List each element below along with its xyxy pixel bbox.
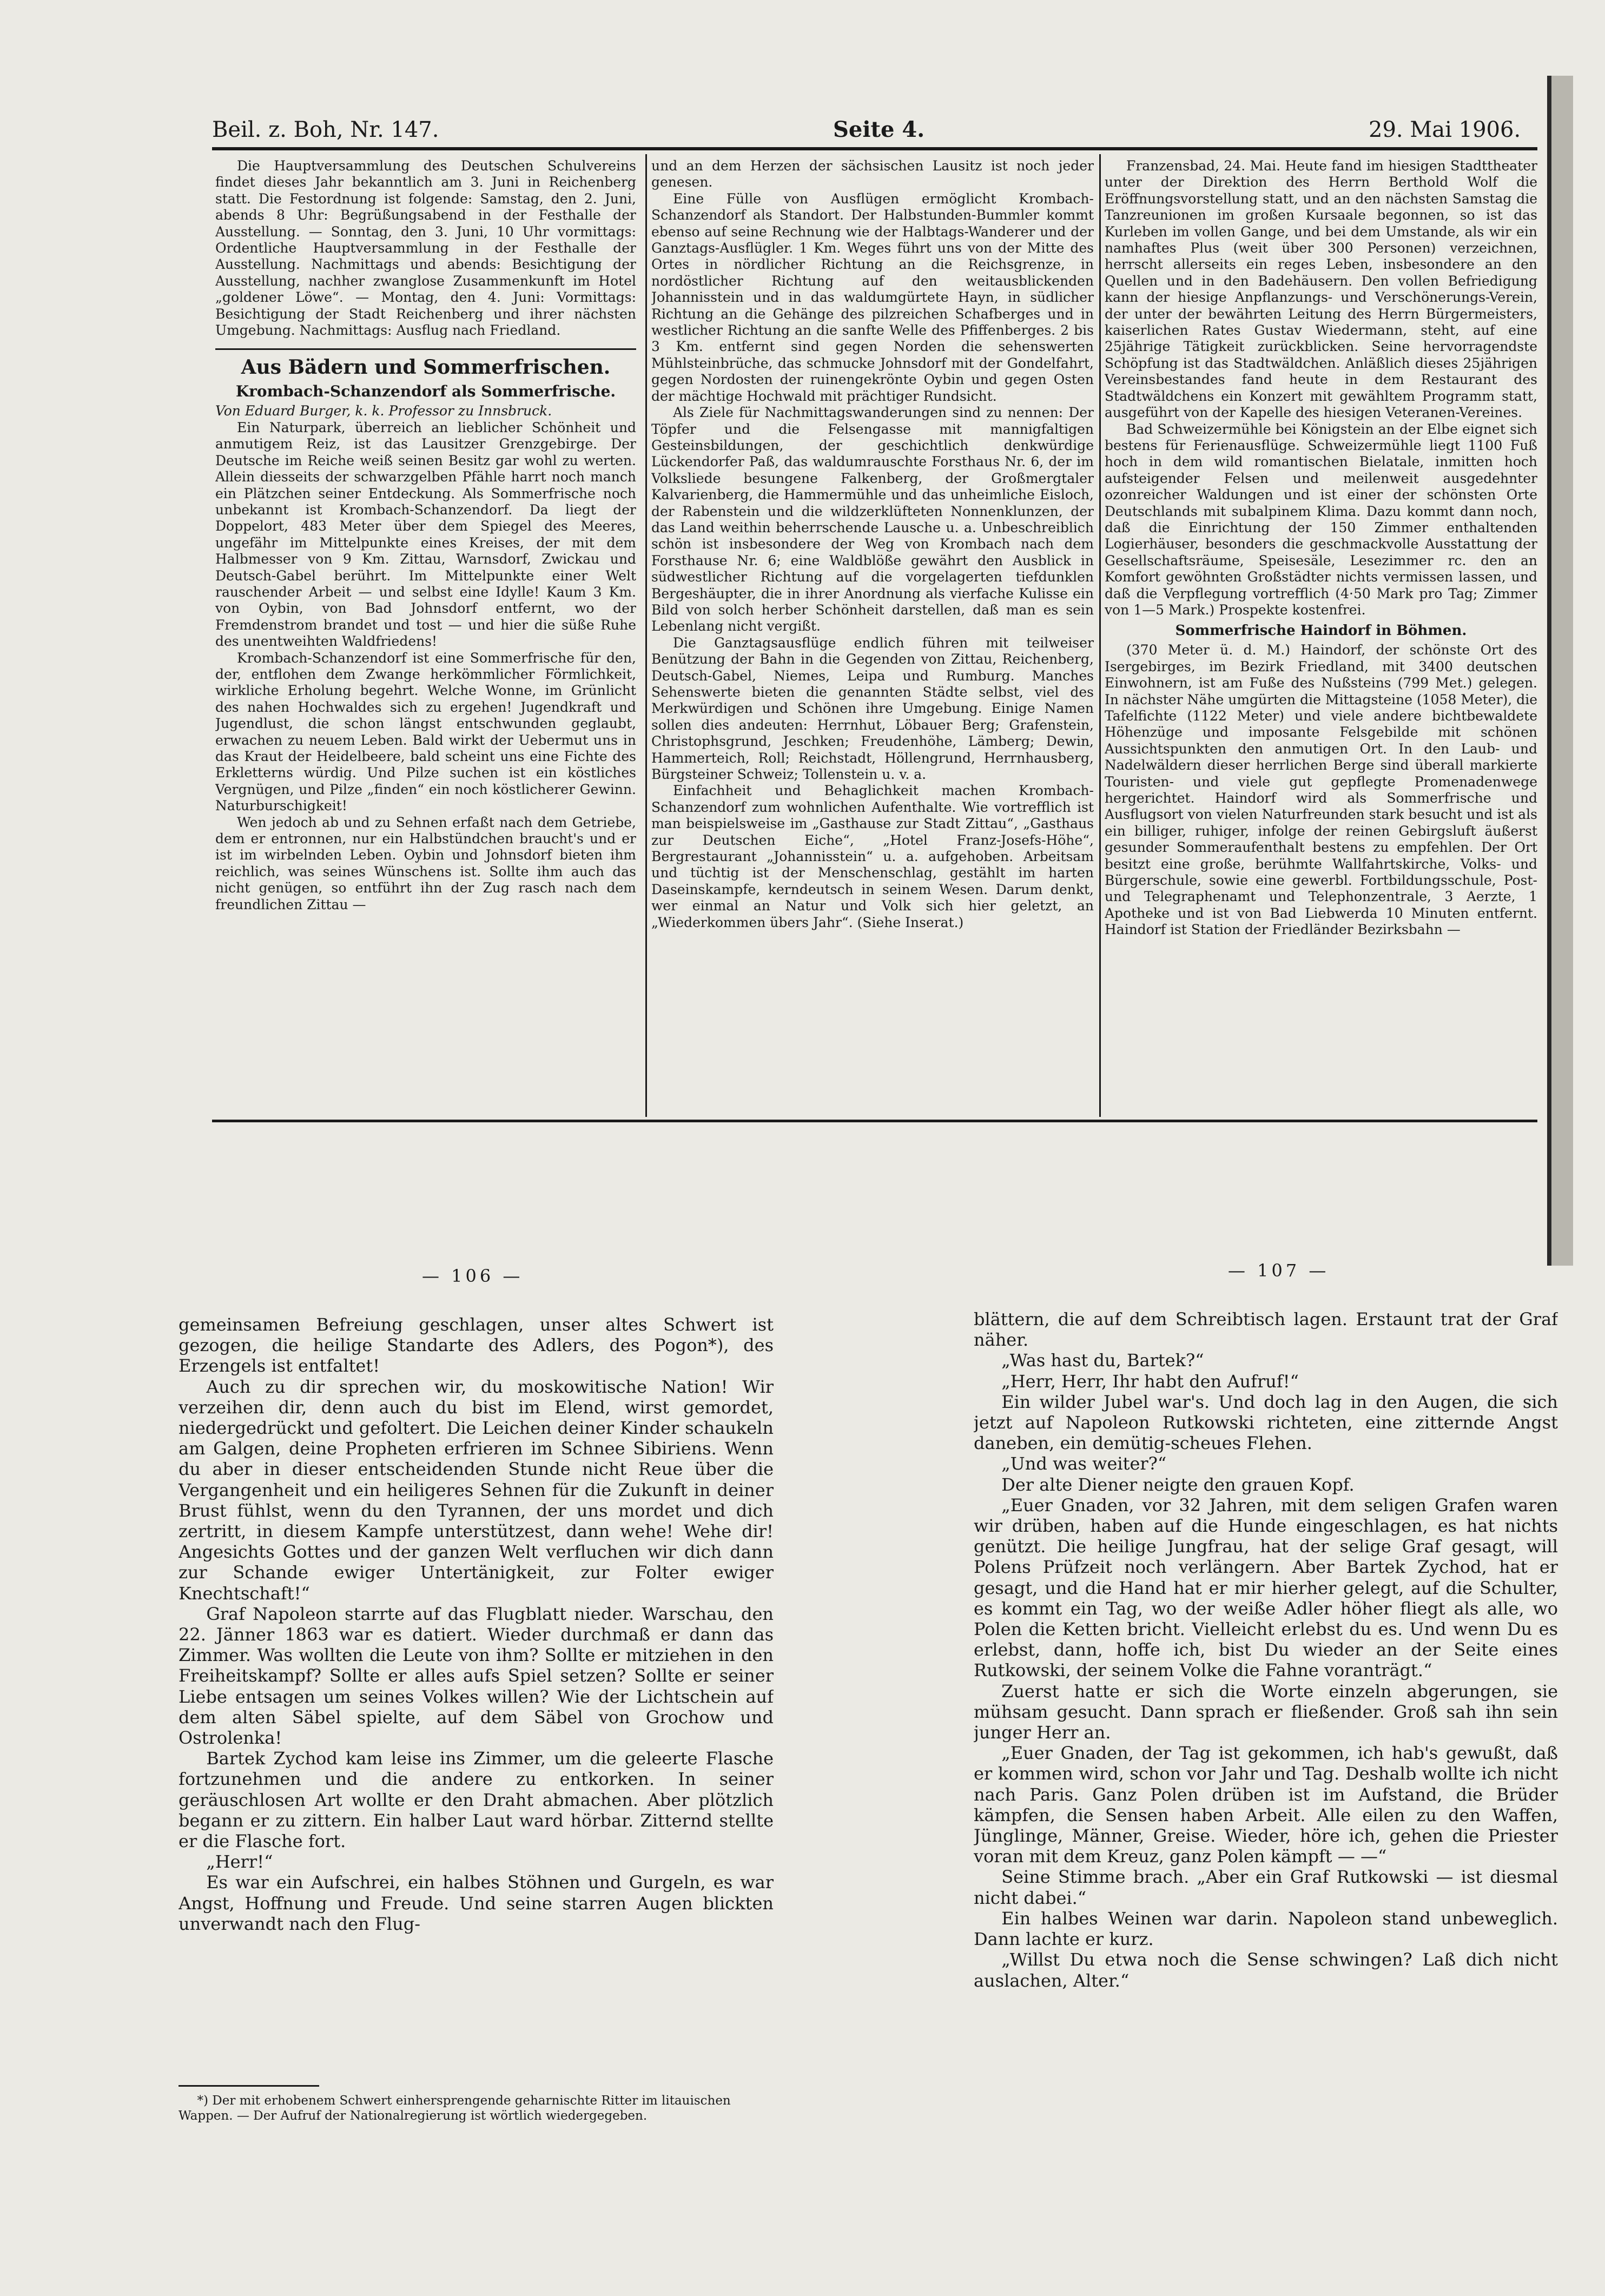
article-title: Krombach-Schanzendorf als Sommerfrische. <box>235 382 616 401</box>
column-1 <box>215 158 636 1121</box>
novel-paragraph: „Euer Gnaden, vor 32 Jahren, mit dem seligen Grafen waren wir drüben, haben auf die Hunde eingeschlagen, es hat nichts genützt. Die heilige Jungfrau, hat der selige Graf gesagt, will Polens Prüfzeit noch verlängern. Aber Bartek Zychod, hat er gesagt, und die Hand hat er mir hierher gelegt, auf die Schulter, es kommt ein Tag, wo der weiße Adler höher fliegt als alle, wo Polen die Ketten bricht. Vielleicht erlebst du es. Und wenn Du es erlebst, dann, hoffe ich, bist Du wieder an der Seite eines Rutkowski, der seinem Volke die Fahne voranträgt.“ <box>974 1494 1558 1681</box>
lower-left-page <box>179 1314 774 2074</box>
article-paragraph: Ein Naturpark, überreich an lieblicher Schönheit und anmutigem Reiz, ist das Lausitzer Grenzgebirge. Der Deutsche im Reiche weiß seinen Besitz gar wohl zu werten. Allein diesseits der schwarzgelben Pfähle harrt noch manch ein Plätzchen seiner Entdeckung. Als Sommerfrische noch unbekannt ist Krombach-Schanzendorf. Da liegt der Doppelort, 483 Meter über dem Spiegel des Meeres, ungefähr im Mittelpunkte eines Kreises, der mit dem Halbmesser von 9 Km. Zittau, Warnsdorf, Zwickau und Deutsch-Gabel berührt. Im Mittelpunkte einer Welt rauschender Arbeit — und selbst eine Idylle! Kaum 3 Km. von Oybin, von Bad Johnsdorf entfernt, wo der Fremdenstrom brandet und tost — und hier die süße Ruhe des unentweihten Waldfriedens! <box>215 419 636 650</box>
novel-paragraph: „Herr!“ <box>206 1851 273 1872</box>
article-paragraph: Einfachheit und Behaglichkeit machen Krombach-Schanzendorf zum wohnlichen Aufenthalte. Wie vortrefflich ist man beispielsweise im „Gasthause zur Stadt Zittau“, „Gasthaus zur Deutschen Eiche“, „Hotel Franz-Josefs-Höhe“, Bergrestaurant „Johannisstein“ u. a. aufgehoben. Arbeitsam und tüchtig ist der Menschenschlag, gestählt im harten Daseinskampfe, kerndeutsch in seinem Wesen. Darum denkt, wer einmal an Natur und Volk sich hier geletzt, an „Wiederkommen übers Jahr“. (Siehe Inserat.) <box>651 783 1094 930</box>
novel-paragraph: blättern, die auf dem Schreibtisch lagen. Erstaunt trat der Graf näher. <box>974 1309 1558 1351</box>
novel-paragraph: „Was hast du, Bartek?“ <box>1001 1350 1204 1371</box>
novel-paragraph: Graf Napoleon starrte auf das Flugblatt nieder. Warschau, den 22. Jänner 1863 war es datiert. Wieder durchmaß er dann das Zimmer. Was wollten die Leute von ihm? Sollte er mitziehen in den Freiheitskampf? Sollte er alles aufs Spiel setzen? Sollte er seiner Liebe entsagen um seines Volkes willen? Wie der Lichtschein auf dem alten Säbel spielte, auf dem Säbel von Grochow und Ostrolenka! <box>179 1603 774 1749</box>
novel-paragraph: Auch zu dir sprechen wir, du moskowitische Nation! Wir verzeihen dir, denn auch du bist im Elend, wirst gemordet, niedergedrückt und gefoltert. Die Leichen deiner Kinder schaukeln am Galgen, deine Propheten erfrieren im Schnee Sibiriens. Wenn du aber in dieser entscheidenden Stunde nicht Reue über die Vergangenheit und ein heiligeres Sehnen für die Zukunft in deiner Brust fühlst, wenn du den Tyrannen, der uns mordet und dich zertritt, in diesem Kampfe unterstützest, dann wehe! Wehe dir! Angesichts Gottes und der ganzen Welt verfluchen wir dich dann zur Schande ewiger Untertänigkeit, zur Folter ewiger Knechtschaft!“ <box>179 1376 774 1604</box>
article-paragraph: Krombach-Schanzendorf ist eine Sommerfrische für den, der, entflohen dem Zwange herkömmlicher Förmlichkeit, wirkliche Erholung begehrt. Welche Wonne, im Grünlicht des nahen Hochwaldes sich zu ergehen! Jugendkraft und Jugendlust, die schon längst entschwunden geglaubt, erwachen zu neuem Leben. Bald wirkt der Uebermut uns in das Kraut der Heidelbeere, bald scheint uns eine Fichte des Erkletterns würdig. Und Pilze suchen ist ein köstliches Vergnügen, und Pilze „finden“ ein noch köstlicherer Gewinn. Naturburschigkeit! <box>215 650 636 814</box>
novel-paragraph: „Willst Du etwa noch die Sense schwingen? Laß dich nicht auslachen, Alter.“ <box>974 1949 1558 1991</box>
schulverein-notice: Die Hauptversammlung des Deutschen Schulvereins findet dieses Jahr bekanntlich am 3. Juni in Reichenberg statt. Die Festordnung ist folgende: Samstag, den 2. Juni, abends 8 Uhr: Begrüßungsabend in der Festhalle der Ausstellung. — Sonntag, den 3. Juni, 10 Uhr vormittags: Ordentliche Hauptversammlung in der Festhalle der Ausstellung. Nachmittags und abends: Besichtigung der Ausstellung, nachher zwanglose Zusammenkunft im Hotel „goldener Löwe“. — Montag, den 4. Juni: Vormittags: Besichtigung der Stadt Reichenberg und ihrer nächsten Umgebung. Nachmittags: Ausflug nach Friedland. <box>215 158 636 339</box>
header-issue: Beil. z. Boh, Nr. 147. <box>212 117 439 142</box>
article-byline: Von Eduard Burger, k. k. Professor zu Innsbruck. <box>215 403 552 419</box>
article-paragraph: Als Ziele für Nachmittagswanderungen sind zu nennen: Der Töpfer und die Felsengasse mit mannigfaltigen Gesteinsbildungen, der geschichtlich denkwürdige Lückendorfer Paß, das waldumrauschte Forsthaus Nr. 6, der im Volksliede besungene Falkenberg, der Großmergtaler Kalvarienberg, die Hammermühle und das unheimliche Eisloch, der Rabenstein und die wildzerklüfteten Nonnenklunzen, der das Land weithin beherrschende Lausche u. a. Unbeschreiblich schön ist insbesondere der Weg von Krombach nach dem Forsthause Nr. 6; eine Waldblöße gewährt den Ausblick in südwestlicher Richtung auf die vorgelagerten tiefdunklen Bergeshäupter, die in ihrer Anordnung als vierfache Kulisse ein Bild von solch herber Schönheit darstellen, daß man es sein Lebenlang nicht vergißt. <box>651 405 1094 634</box>
novel-paragraph: Der alte Diener neigte den grauen Kopf. <box>1001 1474 1355 1495</box>
article-paragraph: Wen jedoch ab und zu Sehnen erfaßt nach dem Getriebe, dem er entronnen, nur ein Halbstündchen braucht's und er ist im wirbelnden Leben. Oybin und Johnsdorf bieten ihm reichlich, was seines Wünschens ist. Sollte ihm auch das nicht genügen, so entführt ihn der Zug rasch nach dem freundlichen Zittau — <box>215 814 636 912</box>
article-paragraph: und an dem Herzen der sächsischen Lausitz ist noch jeder genesen. <box>651 158 1094 190</box>
column-divider-2 <box>1099 154 1101 1117</box>
novel-paragraph: Ein wilder Jubel war's. Und doch lag in den Augen, die sich jetzt auf Napoleon Rutkowski richteten, eine zitternde Angst daneben, ein demütig-scheues Flehen. <box>974 1391 1558 1454</box>
clipping-edge <box>1547 76 1551 1266</box>
novel-paragraph: Seine Stimme brach. „Aber ein Graf Rutkowski — ist diesmal nicht dabei.“ <box>974 1867 1558 1908</box>
novel-paragraph: Bartek Zychod kam leise ins Zimmer, um die geleerte Flasche fortzunehmen und die andere zu entkorken. In seiner geräuschlosen Art wollte er den Draht abmachen. Aber plötzlich begann er zu zittern. Ein halber Laut ward hörbar. Zitternd stellte er die Flasche fort. <box>179 1748 774 1852</box>
haindorf-notice: (370 Meter ü. d. M.) Haindorf, der schönste Ort des Isergebirges, im Bezirk Friedland, mit 3400 deutschen Einwohnern, ist am Fuße des Nußsteins (799 Met.) gelegen. In nächster Nähe umgürten die Mittagsteine (1058 Meter), die Tafelfichte (1122 Meter) und viele andere bichtbewaldete Höhenzüge und imposante Felsgebilde mit schönen Aussichtspunkten den anmutigen Ort. In den Laub- und Nadelwäldern dieser herrlichen Berge sind überall markierte Touristen- und viele gut gepflegte Promenadenwege hergerichtet. Haindorf wird als Sommerfrische und Ausflugsort von vielen Naturfreunden stark besucht und ist als ein billiger, ruhiger, infolge der reinen Gebirgsluft äußerst gesunder Sommeraufenthalt bestens zu empfehlen. Der Ort besitzt eine große, berühmte Wallfahrtskirche, Volks- und Bürgerschule, sowie eine gewerbl. Fortbildungsschule, Post- und Telegraphenamt und Telephonzentrale, 3 Aerzte, 1 Apotheke und ist von Bad Liebwerda 10 Minuten entfernt. Haindorf ist Station der Friedländer Bezirksbahn — <box>1105 642 1537 938</box>
page-number-right: — 107 — <box>1228 1260 1330 1281</box>
column-2 <box>651 158 1094 1121</box>
lower-right-page <box>974 1309 1558 2218</box>
header-date: 29. Mai 1906. <box>1369 117 1521 142</box>
franzensbad-notice: Franzensbad, 24. Mai. Heute fand im hiesigen Stadttheater unter der Direktion des Herrn Berthold Wolf die Eröffnungsvorstellung statt, und an den nächsten Samstag die Tanzreunionen im großen Kursaale begonnen, so ist das Kurleben im vollen Gange, und bei dem Umstande, als wir ein namhaftes Plus (weit über 300 Personen) verzeichnen, herrscht allerseits ein reges Leben, insbesondere an den Quellen und in den Badehäusern. Den vollen Befriedigung kann der hiesige Anpflanzungs- und Verschönerungs-Verein, der unter der bewährten Leitung des Herrn Bürgermeisters, kaiserlichen Rates Gustav Wiedermann, steht, auf eine 25jährige Tätigkeit zurückblicken. Seine hervorragendste Schöpfung ist das Stadtwäldchen. Anläßlich dieses 25jährigen Vereinsbestandes fand heute in dem Restaurant des Stadtwäldchens ein Konzert mit gewähltem Programm statt, ausgeführt von der Kapelle des hiesigen Veteranen-Vereines. <box>1105 158 1537 421</box>
footnote-text: *) Der mit erhobenem Schwert einhersprengende geharnischte Ritter im litauischen Wappen. — Der Aufruf der Nationalregierung ist wörtlich wiedergegeben. <box>179 2094 731 2123</box>
bottom-rule <box>212 1120 1537 1122</box>
header-page: Seite 4. <box>833 117 925 142</box>
column-3 <box>1105 158 1537 1121</box>
novel-paragraph: gemeinsamen Befreiung geschlagen, unser altes Schwert ist gezogen, die heilige Standarte des Adlers, des Pogon*), des Erzengels ist entfaltet! <box>179 1314 774 1377</box>
novel-paragraph: „Und was weiter?“ <box>1001 1453 1167 1474</box>
schweizermuehle-notice: Bad Schweizermühle bei Königstein an der Elbe eignet sich bestens für Ferienausflüge. Schweizermühle liegt 1100 Fuß hoch in dem wild romantischen Bielatale, inmitten hoch aufsteigender Felsen und meilenweit ausgedehnter ozonreicher Waldungen und ist einer der schönsten Orte Deutschlands mit subalpinem Klima. Dazu kommt dann noch, daß die Einrichtung der 150 Zimmer enthaltenden Logierhäuser, besonders die geschmackvolle Ausstattung der Gesellschaftsräume, Speisesäle, Lesezimmer rc. den an Komfort gewöhnten Großstädter nichts vermissen lassen, und daß die Verpflegung vortrefflich (4·50 Mark pro Tag; Zimmer von 1—5 Mark.) Prospekte kostenfrei. <box>1105 421 1537 618</box>
novel-paragraph: Es war ein Aufschrei, ein halbes Stöhnen und Gurgeln, es war Angst, Hoffnung und Freude. Und seine starren Augen blickten unverwandt nach den Flug- <box>179 1872 774 1934</box>
section-title: Aus Bädern und Sommerfrischen. <box>241 356 611 379</box>
haindorf-title: Sommerfrische Haindorf in Böhmen. <box>1175 623 1467 639</box>
footnote <box>179 2093 774 2153</box>
column-divider-1 <box>645 154 647 1117</box>
article-paragraph: Die Ganztagsausflüge endlich führen mit teilweiser Benützung der Bahn in die Gegenden von Zittau, Reichenberg, Deutsch-Gabel, Niemes, Leipa und Rumburg. Manches Sehenswerte bieten die genannten Städte selbst, viel des Merkwürdigen und Schönen ihre Umgebung. Einige Namen sollen dies andeuten: Herrnhut, Löbauer Berg; Grafenstein, Christophsgrund, Jeschken; Freudenhöhe, Lämberg; Dewin, Hammerteich, Roll; Reichstadt, Höllengrund, Herrnhausberg, Bürgsteiner Schweiz; Tollenstein u. v. a. <box>651 634 1094 783</box>
header-rule <box>212 147 1537 150</box>
section-rule <box>215 348 636 350</box>
novel-paragraph: Ein halbes Weinen war darin. Napoleon stand unbeweglich. Dann lachte er kurz. <box>974 1908 1558 1950</box>
novel-paragraph: „Euer Gnaden, der Tag ist gekommen, ich hab's gewußt, daß er kommen wird, schon vor Jahr und Tag. Deshalb wollte ich nicht nach Paris. Ganz Polen drüben ist im Aufstand, die Brüder kämpfen, die Sensen haben Arbeit. Alle eilen zu den Waffen, Jünglinge, Männer, Greise. Wieder, höre ich, gehen die Priester voran mit dem Kreuz, ganz Polen kämpft — —“ <box>974 1743 1558 1867</box>
novel-paragraph: Zuerst hatte er sich die Worte einzeln abgerungen, sie mühsam gesucht. Dann sprach er fließender. Groß sah ihn sein junger Herr an. <box>974 1680 1558 1743</box>
novel-paragraph: „Herr, Herr, Ihr habt den Aufruf!“ <box>1001 1371 1299 1392</box>
page-number-left: — 106 — <box>422 1266 524 1286</box>
footnote-rule <box>179 2085 319 2087</box>
clipping-shadow <box>1551 76 1573 1266</box>
article-paragraph: Eine Fülle von Ausflügen ermöglicht Krombach-Schanzendorf als Standort. Der Halbstunden-Bummler kommt ebenso auf seine Rechnung wie der Halbtags-Wanderer und der Ganztags-Ausflügler. 1 Km. Weges führt uns von der Mitte des Ortes in nördlicher Richtung an die Reichsgrenze, in nordöstlicher Richtung auf den weitausblickenden Johannisstein und in das waldumgürtete Hayn, in südlicher Richtung an die Gehänge des pilzreichen Schafberges und in westlicher Richtung an die sanfte Welle des Pfiffenberges. 2 bis 3 Km. entfernt sind gegen Norden die sehenswerten Mühlsteinbrüche, das schmucke Johnsdorf mit der Gondelfahrt, gegen Nordosten der ruinengekrönte Oybin und gegen Osten der mächtige Hochwald mit prächtiger Rundsicht. <box>651 190 1094 404</box>
